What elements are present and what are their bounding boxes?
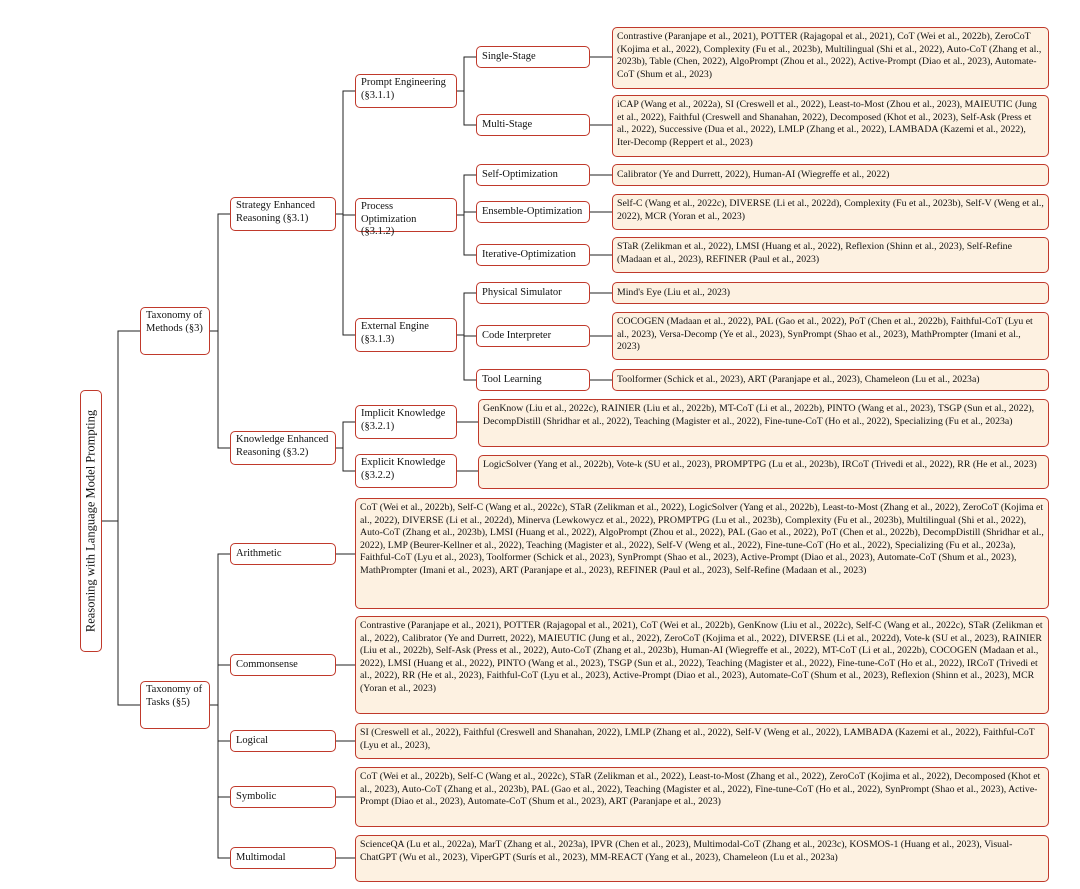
arithmetic-label: Arithmetic [236,547,282,559]
implicit-knowledge-node [355,405,457,439]
tool-learning-node [476,369,590,391]
single-stage-text: Contrastive (Paranjape et al., 2021), POTTER (Rajagopal et al., 2021), CoT (Wei et al., 2022b), ZeroCoT (Kojima et al., 2022), Complexity (Fu et al., 2023b), Multilingual (Shi et al., 2022), Auto-CoT (Zhang et al., 2023b), Table (Chen, 2022), AlgoPrompt (Zhou et al., 2022), Active-Prompt (Diao et al., 2023), Automate-CoT (Shum et al., 2023) [617,31,1042,80]
explicit-knowledge-node [355,454,457,488]
prompt-engineering-label: Prompt Engineering (§3.1.1) [361,77,446,101]
multi-stage-label: Multi-Stage [482,118,533,130]
process-optimization-label: Process Optimization (§3.1.2) [361,201,417,237]
multi-stage-leaf [612,95,1049,157]
symbolic-leaf [355,767,1049,827]
multimodal-node [230,847,336,869]
knowledge-enhanced-node [230,431,336,465]
code-interpreter-label: Code Interpreter [482,329,552,341]
iterative-optimization-leaf [612,237,1049,273]
commonsense-text: Contrastive (Paranjape et al., 2021), POTTER (Rajagopal et al., 2021), CoT (Wei et al., 2022b), GenKnow (Liu et al., 2022c), Self-C (Wang et al., 2022c), STaR (Zelikman et al., 2022), Calibrator (Ye and Durrett, 2022), MAIEUTIC (Jung et al., 2022), ZeroCoT (Kojima et al., 2022), DIVERSE (Li et al., 2022d), Vote-k (SU et al., 2023), RAINIER (Liu et al., 2022b), Self-Ask (Press et al., 2022), Auto-CoT (Zhang et al., 2023b), Human-AI (Wiegreffe et al., 2022), MT-CoT (Li et al., 2022b), COCOGEN (Madaan et al., 2022), LMSI (Huang et al., 2022), PINTO (Wang et al., 2023), TSGP (Sun et al., 2022), Teaching (Magister et al., 2022), Fine-tune-CoT (Ho et al., 2022), IRCoT (Trivedi et al., 2022), RR (He et al., 2023), Faithful-CoT (Lyu et al., 2023), Active-Prompt (Diao et al., 2023), Automate-CoT (Shum et al., 2023), Reflexion (Shinn et al., 2023), MCR (Yoran et al., 2023) [360,620,1043,694]
arithmetic-text: CoT (Wei et al., 2022b), Self-C (Wang et al., 2022c), STaR (Zelikman et al., 2022), LogicSolver (Yang et al., 2022b), Least-to-Most (Zhang et al., 2022), ZeroCoT (Kojima et al., 2022), DIVERSE (Li et al., 2022d), Minerva (Lewkowycz et al., 2022), PROMPTPG (Lu et al., 2023b), Complexity (Fu et al., 2023b), Multilingual (Shi et al., 2022), Auto-CoT (Zhang et al., 2023b), LMSI (Huang et al., 2022), AlgoPrompt (Zhou et al., 2022), PAL (Gao et al., 2022), PoT (Chen et al., 2022b), DecompDistill (Shridhar et al., 2022), LMP (Beurer-Kellner et al., 2022), Teaching (Magister et al., 2022), Self-V (Weng et al., 2022), Fine-tune-CoT (Ho et al., 2022), Specializing (Fu et al., 2023a), Faithful-CoT (Lyu et al., 2023), Toolformer (Schick et al., 2023), SynPrompt (Shao et al., 2023), Active-Prompt (Diao et al., 2023), Automate-CoT (Shum et al., 2023), MathPrompter (Imani et al., 2023), ART (Paranjape et al., 2023), REFINER (Paul et al., 2023), Self-Refine (Madaan et al., 2023) [360,502,1044,576]
ensemble-optimization-label: Ensemble-Optimization [482,205,583,217]
symbolic-label: Symbolic [236,790,277,802]
commonsense-leaf [355,616,1049,714]
strategy-enhanced-label: Strategy Enhanced Reasoning (§3.1) [236,200,316,224]
code-interpreter-node [476,325,590,347]
taxonomy-methods-node [140,307,210,355]
explicit-knowledge-text: LogicSolver (Yang et al., 2022b), Vote-k (SU et al., 2023), PROMPTPG (Lu et al., 2023b), IRCoT (Trivedi et al., 2022), RR (He et al., 2023) [483,459,1037,470]
taxonomy-tasks-label: Taxonomy of Tasks (§5) [146,684,203,708]
self-optimization-node [476,164,590,186]
multi-stage-node [476,114,590,136]
commonsense-node [230,654,336,676]
self-optimization-label: Self-Optimization [482,168,558,180]
arithmetic-leaf [355,498,1049,609]
iterative-optimization-label: Iterative-Optimization [482,248,576,260]
ensemble-optimization-node [476,201,590,223]
single-stage-node [476,46,590,68]
symbolic-node [230,786,336,808]
self-optimization-text: Calibrator (Ye and Durrett, 2022), Human-AI (Wiegreffe et al., 2022) [617,169,890,181]
physical-simulator-node [476,282,590,304]
code-interpreter-leaf [612,312,1049,360]
iterative-optimization-text: STaR (Zelikman et al., 2022), LMSI (Huang et al., 2022), Reflexion (Shinn et al., 2023), Self-Refine (Madaan et al., 2023), REFINER (Paul et al., 2023) [617,241,1012,265]
commonsense-label: Commonsense [236,658,298,670]
implicit-knowledge-label: Implicit Knowledge (§3.2.1) [361,408,446,432]
taxonomy-methods-label: Taxonomy of Methods (§3) [146,310,203,334]
external-engine-node [355,318,457,352]
single-stage-leaf [612,27,1049,89]
tool-learning-label: Tool Learning [482,373,542,385]
multi-stage-text: iCAP (Wang et al., 2022a), SI (Creswell et al., 2022), Least-to-Most (Zhou et al., 2023), MAIEUTIC (Jung et al., 2022), Faithful (Creswell and Shanahan, 2022), Decomposed (Khot et al., 2023), Self-Ask (Press et al., 2022), Successive (Dua et al., 2022), LMLP (Zhang et al., 2022), LAMBADA (Kazemi et al., 2022), Iter-Decomp (Reppert et al., 2023) [617,99,1037,148]
multimodal-text: ScienceQA (Lu et al., 2022a), MarT (Zhang et al., 2023a), IPVR (Chen et al., 2023), Multimodal-CoT (Zhang et al., 2023c), KOSMOS-1 (Huang et al., 2023), Visual-ChatGPT (Wu et al., 2023), ViperGPT (Surís et al., 2023), MM-REACT (Yang et al., 2023), Chameleon (Lu et al., 2023a) [360,839,1013,863]
logical-text: SI (Creswell et al., 2022), Faithful (Creswell and Shanahan, 2022), LMLP (Zhang et al., 2022), Self-V (Weng et al., 2022), LAMBADA (Kazemi et al., 2022), Faithful-CoT (Lyu et al., 2023), [360,727,1035,751]
root-node [80,390,102,652]
taxonomy-tasks-node [140,681,210,729]
implicit-knowledge-text: GenKnow (Liu et al., 2022c), RAINIER (Liu et al., 2022b), MT-CoT (Li et al., 2022b), PINTO (Wang et al., 2023), TSGP (Sun et al., 2022), DecompDistill (Shridhar et al., 2022), Teaching (Magister et al., 2022), Fine-tune-CoT (Ho et al., 2022), Specializing (Fu et al., 2023a) [483,403,1035,427]
logical-leaf [355,723,1049,759]
tool-learning-leaf [612,369,1049,391]
external-engine-label: External Engine (§3.1.3) [361,321,429,345]
logical-node [230,730,336,752]
prompt-engineering-node [355,74,457,108]
logical-label: Logical [236,734,269,746]
process-optimization-node [355,198,457,237]
physical-simulator-leaf [612,282,1049,304]
root-label: Reasoning with Language Model Prompting [83,409,98,633]
ensemble-optimization-leaf [612,194,1049,230]
multimodal-label: Multimodal [236,851,286,863]
multimodal-leaf [355,835,1049,882]
explicit-knowledge-label: Explicit Knowledge (§3.2.2) [361,457,446,481]
physical-simulator-label: Physical Simulator [482,286,562,298]
single-stage-label: Single-Stage [482,50,536,62]
knowledge-enhanced-label: Knowledge Enhanced Reasoning (§3.2) [236,434,329,458]
ensemble-optimization-text: Self-C (Wang et al., 2022c), DIVERSE (Li et al., 2022d), Complexity (Fu et al., 2023b), Self-V (Weng et al., 2022), MCR (Yoran et al., 2023) [617,198,1044,222]
tool-learning-text: Toolformer (Schick et al., 2023), ART (Paranjape et al., 2023), Chameleon (Lu et al., 2023a) [617,374,980,386]
physical-simulator-text: Mind's Eye (Liu et al., 2023) [617,287,731,299]
explicit-knowledge-leaf [478,455,1049,489]
symbolic-text: CoT (Wei et al., 2022b), Self-C (Wang et al., 2022c), STaR (Zelikman et al., 2022), Least-to-Most (Zhang et al., 2022), ZeroCoT (Kojima et al., 2022), Decomposed (Khot et al., 2023), Auto-CoT (Zhang et al., 2023b), PAL (Gao et al., 2022), Teaching (Magister et al., 2022), Fine-tune-CoT (Ho et al., 2022), SynPrompt (Shao et al., 2023), Active-Prompt (Diao et al., 2023), Automate-CoT (Shum et al., 2023), ART (Paranjape et al., 2023) [360,771,1041,808]
self-optimization-leaf [612,164,1049,186]
arithmetic-node [230,543,336,565]
code-interpreter-text: COCOGEN (Madaan et al., 2022), PAL (Gao et al., 2022), PoT (Chen et al., 2022b), Faithful-CoT (Lyu et al., 2023), Versa-Decomp (Ye et al., 2023), SynPrompt (Shao et al., 2023), MathPrompter (Imani et al., 2023) [617,316,1033,353]
iterative-optimization-node [476,244,590,266]
implicit-knowledge-leaf [478,399,1049,447]
strategy-enhanced-node [230,197,336,231]
